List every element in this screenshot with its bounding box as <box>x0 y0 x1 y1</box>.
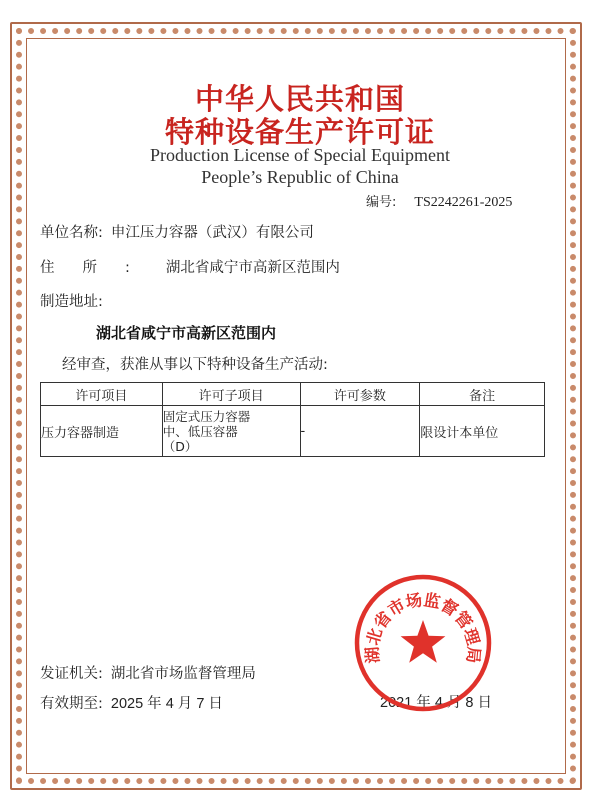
issuer-value: 湖北省市场监督管理局 <box>110 666 256 682</box>
address-row <box>40 256 340 277</box>
issue-date: 2021 年 4 月 8 日 <box>380 695 493 711</box>
license-table-header <box>41 383 545 406</box>
issuer-label: 发证机关: <box>40 666 103 682</box>
valid-until-label: 有效期至: <box>40 696 103 712</box>
cell-subitem <box>162 406 300 457</box>
license-table <box>40 382 545 457</box>
serial-number <box>366 191 512 211</box>
subitem-line1: 固定式压力容器 <box>162 408 251 424</box>
serial-value: TS2242261-2025 <box>414 195 513 210</box>
unit-name-label: 单位名称: <box>40 225 103 241</box>
cell-item: 压力容器制造 <box>41 406 163 457</box>
unit-name-value: 申江压力容器（武汉）有限公司 <box>110 225 314 241</box>
seal-text: 湖北省市场监督管理局 <box>362 590 484 664</box>
header-remark: 备注 <box>420 383 545 406</box>
manufacture-address-label: 制造地址: <box>40 294 103 310</box>
valid-until-row <box>40 692 223 713</box>
official-seal <box>352 572 494 714</box>
subitem-line3: （D） <box>162 438 198 454</box>
header-subitem: 许可子项目 <box>162 383 300 406</box>
table-row <box>41 406 545 457</box>
unit-name-row <box>40 221 314 242</box>
title-en-line1: Production License of Special Equipment <box>150 145 450 165</box>
cell-remark: 限设计本单位 <box>420 406 545 457</box>
title-cn-line1: 中华人民共和国 <box>194 82 405 116</box>
valid-until-value: 2025 年 4 月 7 日 <box>110 696 223 712</box>
approval-statement: 经审查，获准从事以下特种设备生产活动: <box>62 357 328 373</box>
manufacture-address-value: 湖北省咸宁市高新区范围内 <box>96 324 277 342</box>
title-cn-line2: 特种设备生产许可证 <box>164 115 435 149</box>
subitem-line2: 中、低压容器 <box>162 423 238 439</box>
cell-param: - <box>300 406 420 457</box>
title-en-line2: People’s Republic of China <box>201 167 399 187</box>
address-label: 住所: <box>40 260 158 276</box>
header-param: 许可参数 <box>300 383 420 406</box>
header-item: 许可项目 <box>41 383 163 406</box>
serial-label: 编号: <box>366 195 397 210</box>
issuer-row <box>40 662 256 683</box>
address-value: 湖北省咸宁市高新区范围内 <box>165 260 340 276</box>
star-icon <box>401 620 446 663</box>
